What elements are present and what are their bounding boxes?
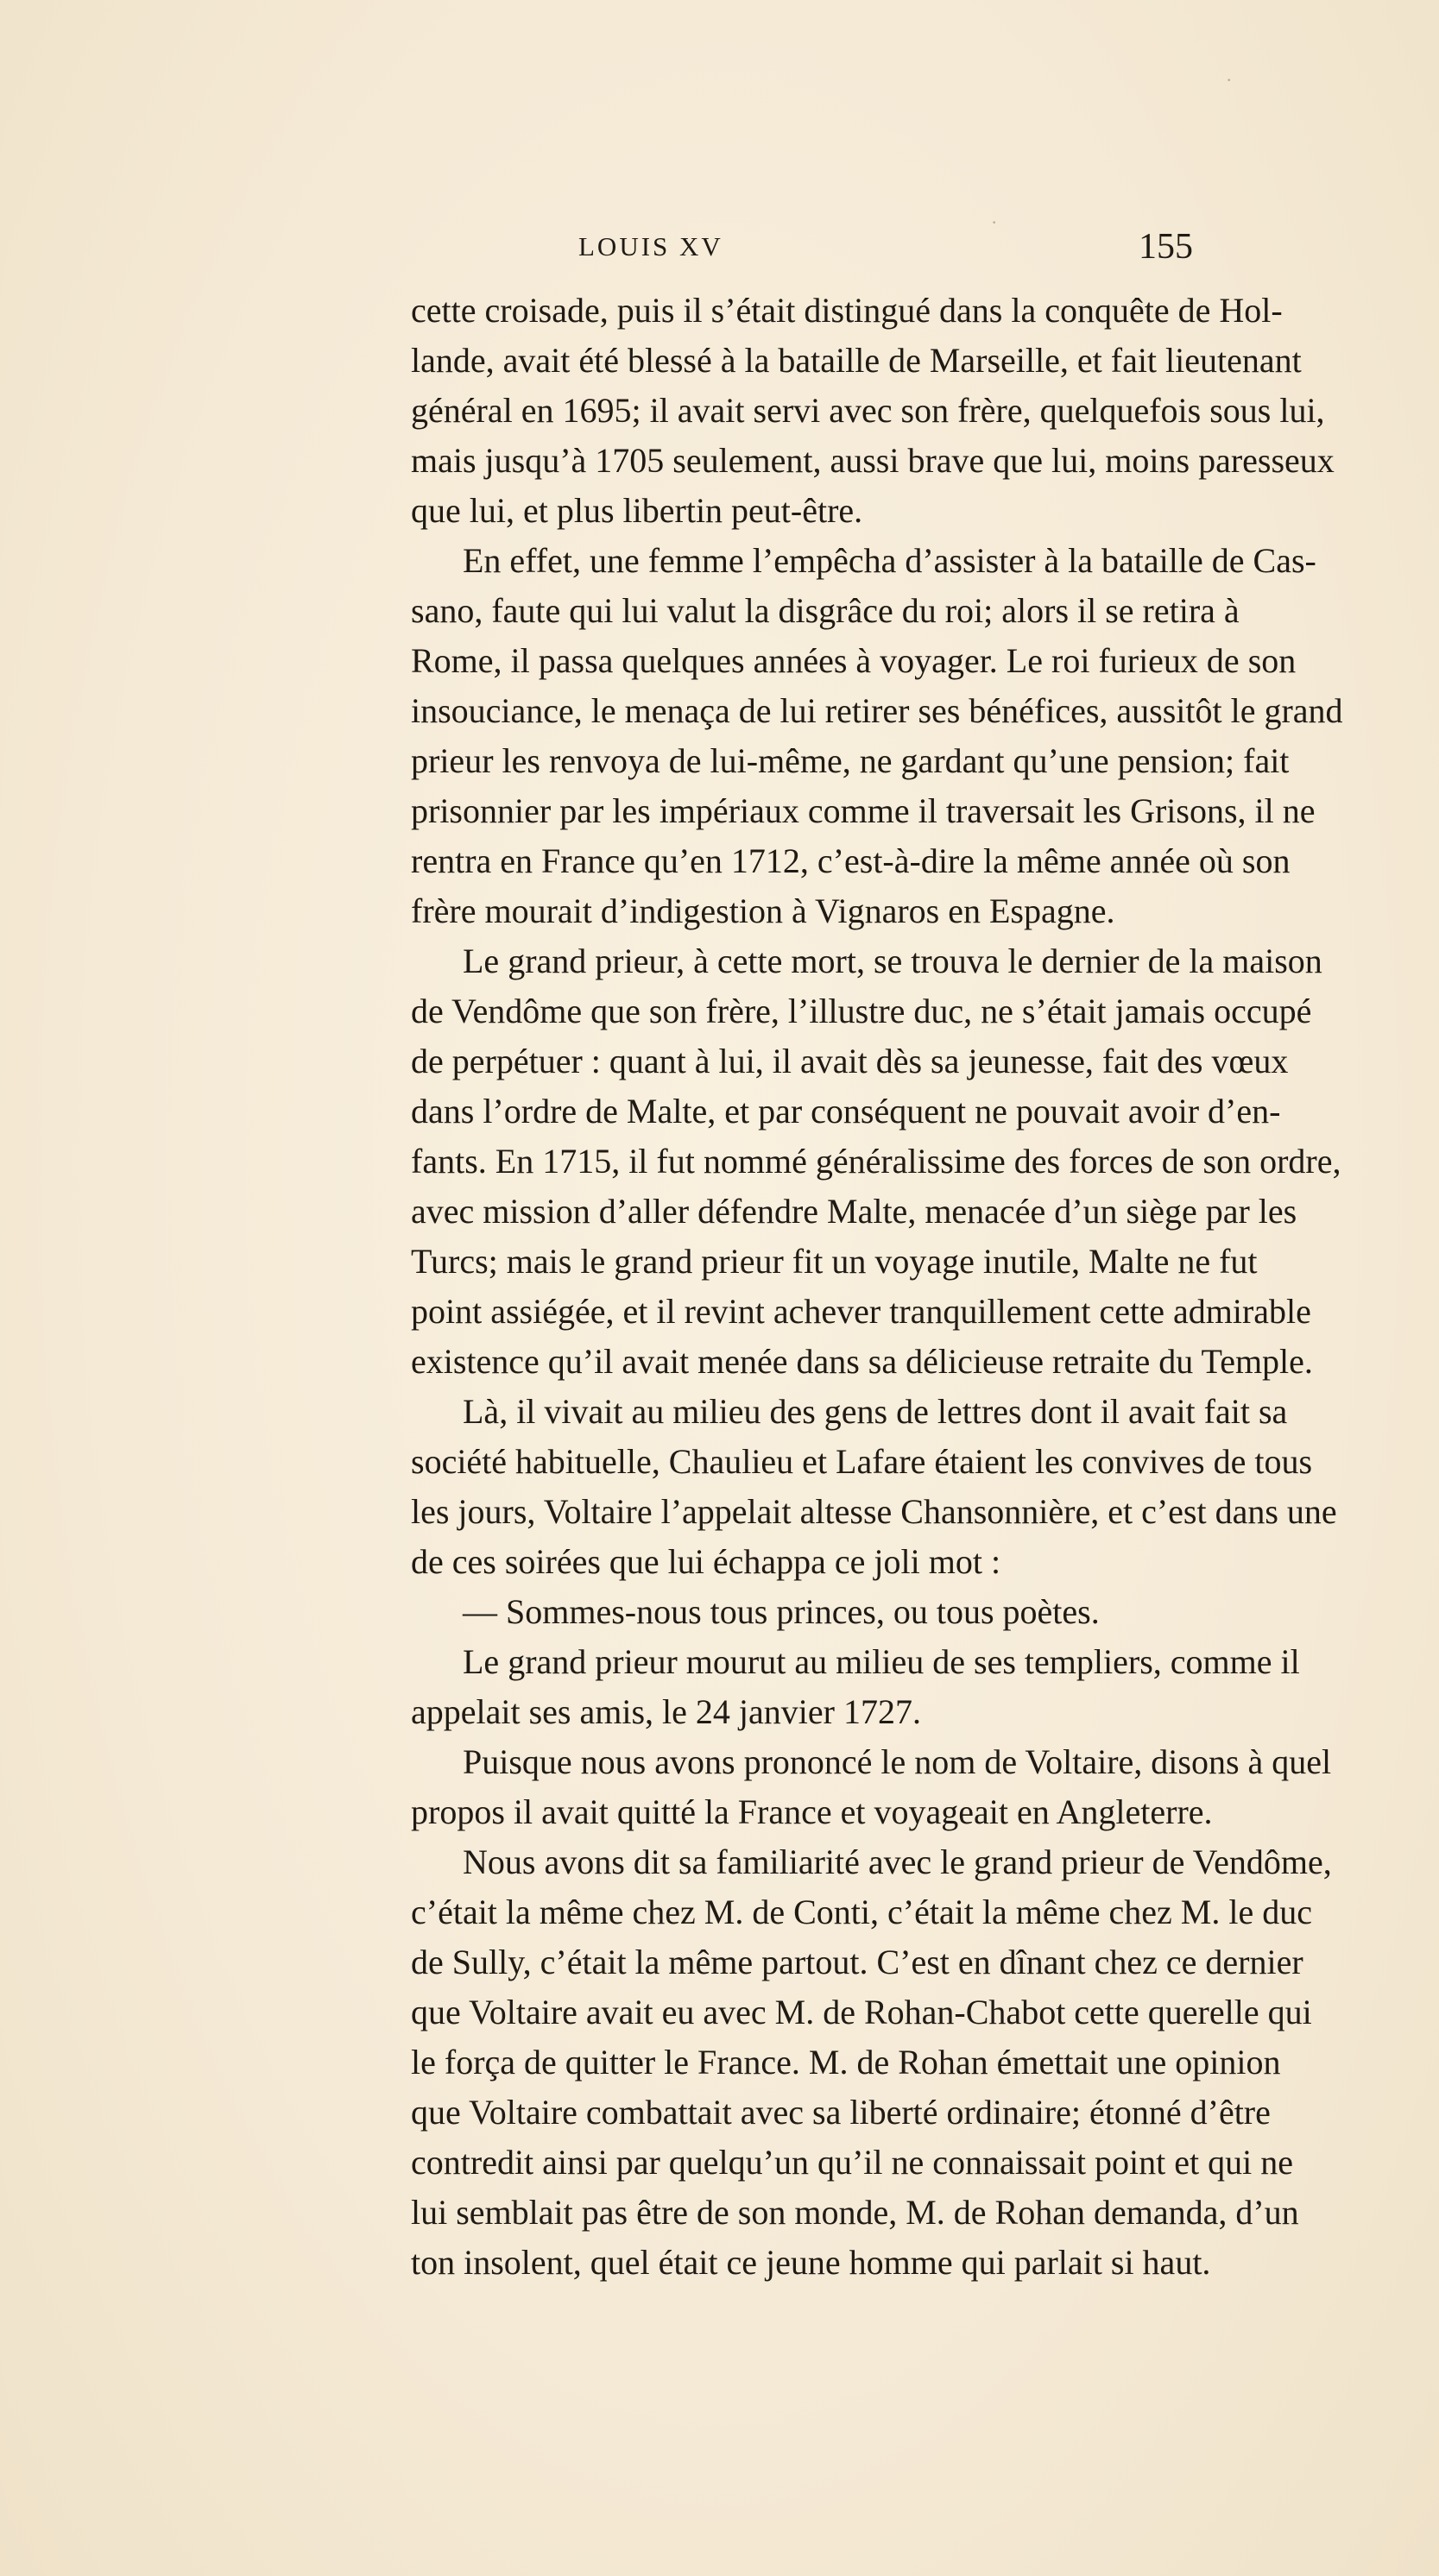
text-line: Puisque nous avons prononcé le nom de Voltaire, disons à quel xyxy=(463,1742,1332,1781)
text-line: frère mourait d’indigestion à Vignaros en Espagne. xyxy=(411,891,1115,930)
text-line: point assiégée, et il revint achever tranquillement cette admirable xyxy=(411,1292,1311,1331)
text-line: Nous avons dit sa familiarité avec le grand prieur de Vendôme, xyxy=(463,1842,1332,1881)
text-line: — Sommes-nous tous princes, ou tous poètes. xyxy=(463,1592,1100,1631)
text-line: de ces soirées que lui échappa ce joli mot : xyxy=(411,1542,1001,1581)
text-line: c’était la même chez M. de Conti, c’était la même chez M. le duc xyxy=(411,1893,1312,1931)
text-line: appelait ses amis, le 24 janvier 1727. xyxy=(411,1692,921,1731)
text-line: En effet, une femme l’empêcha d’assister à la bataille de Cas- xyxy=(463,541,1316,580)
text-line: contredit ainsi par quelqu’un qu’il ne connaissait point et qui ne xyxy=(411,2143,1293,2182)
running-header xyxy=(411,227,1196,269)
text-line: Le grand prieur mourut au milieu de ses templiers, comme il xyxy=(463,1642,1300,1681)
paper-speck: · xyxy=(1226,69,1233,91)
text-line: lui semblait pas être de son monde, M. de Rohan demanda, d’un xyxy=(411,2193,1299,2232)
text-line: de Vendôme que son frère, l’illustre duc, ne s’était jamais occupé xyxy=(411,992,1312,1030)
text-line: ton insolent, quel était ce jeune homme qui parlait si haut. xyxy=(411,2243,1211,2282)
text-line: fants. En 1715, il fut nommé généralissime des forces de son ordre, xyxy=(411,1142,1341,1181)
text-line: Turcs; mais le grand prieur fit un voyage inutile, Malte ne fut xyxy=(411,1242,1258,1281)
text-line: Le grand prieur, à cette mort, se trouva le dernier de la maison xyxy=(463,942,1322,980)
text-line: lande, avait été blessé à la bataille de Marseille, et fait lieutenant xyxy=(411,341,1302,380)
text-line: que Voltaire combattait avec sa liberté ordinaire; étonné d’être xyxy=(411,2093,1271,2132)
text-line: que lui, et plus libertin peut-être. xyxy=(411,491,863,530)
text-line: de perpétuer : quant à lui, il avait dès sa jeunesse, fait des vœux xyxy=(411,1042,1289,1080)
text-line: prisonnier par les impériaux comme il traversait les Grisons, il ne xyxy=(411,791,1316,830)
text-line: général en 1695; il avait servi avec son frère, quelquefois sous lui, xyxy=(411,391,1325,430)
page-number: 155 xyxy=(1139,227,1193,267)
text-line: Là, il vivait au milieu des gens de lettres dont il avait fait sa xyxy=(463,1392,1288,1431)
text-line: mais jusqu’à 1705 seulement, aussi brave que lui, moins paresseux xyxy=(411,441,1335,480)
text-line: insouciance, le menaça de lui retirer ses bénéfices, aussitôt le grand xyxy=(411,691,1343,730)
text-line: Rome, il passa quelques années à voyager. Le roi furieux de son xyxy=(411,641,1297,680)
body-text xyxy=(411,286,1343,2288)
text-line: avec mission d’aller défendre Malte, menacée d’un siège par les xyxy=(411,1192,1297,1231)
text-line: propos il avait quitté la France et voyageait en Angleterre. xyxy=(411,1792,1213,1831)
text-line: que Voltaire avait eu avec M. de Rohan-Chabot cette querelle qui xyxy=(411,1993,1312,2031)
text-line: sano, faute qui lui valut la disgrâce du roi; alors il se retira à xyxy=(411,591,1240,630)
text-line: existence qu’il avait menée dans sa délicieuse retraite du Temple. xyxy=(411,1342,1313,1381)
text-line: cette croisade, puis il s’était distingué dans la conquête de Hol- xyxy=(411,291,1283,330)
text-line: rentra en France qu’en 1712, c’est-à-dire la même année où son xyxy=(411,841,1291,880)
text-line: le força de quitter le France. M. de Rohan émettait une opinion xyxy=(411,2043,1281,2082)
text-line: de Sully, c’était la même partout. C’est en dînant chez ce dernier xyxy=(411,1943,1303,1981)
text-line: les jours, Voltaire l’appelait altesse Chansonnière, et c’est dans une xyxy=(411,1492,1337,1531)
text-line: dans l’ordre de Malte, et par conséquent ne pouvait avoir d’en- xyxy=(411,1092,1281,1131)
text-line: société habituelle, Chaulieu et Lafare étaient les convives de tous xyxy=(411,1442,1313,1481)
running-title: LOUIS XV xyxy=(578,231,723,261)
text-line: prieur les renvoya de lui-même, ne gardant qu’une pension; fait xyxy=(411,741,1290,780)
paper-speck: · xyxy=(991,211,998,233)
